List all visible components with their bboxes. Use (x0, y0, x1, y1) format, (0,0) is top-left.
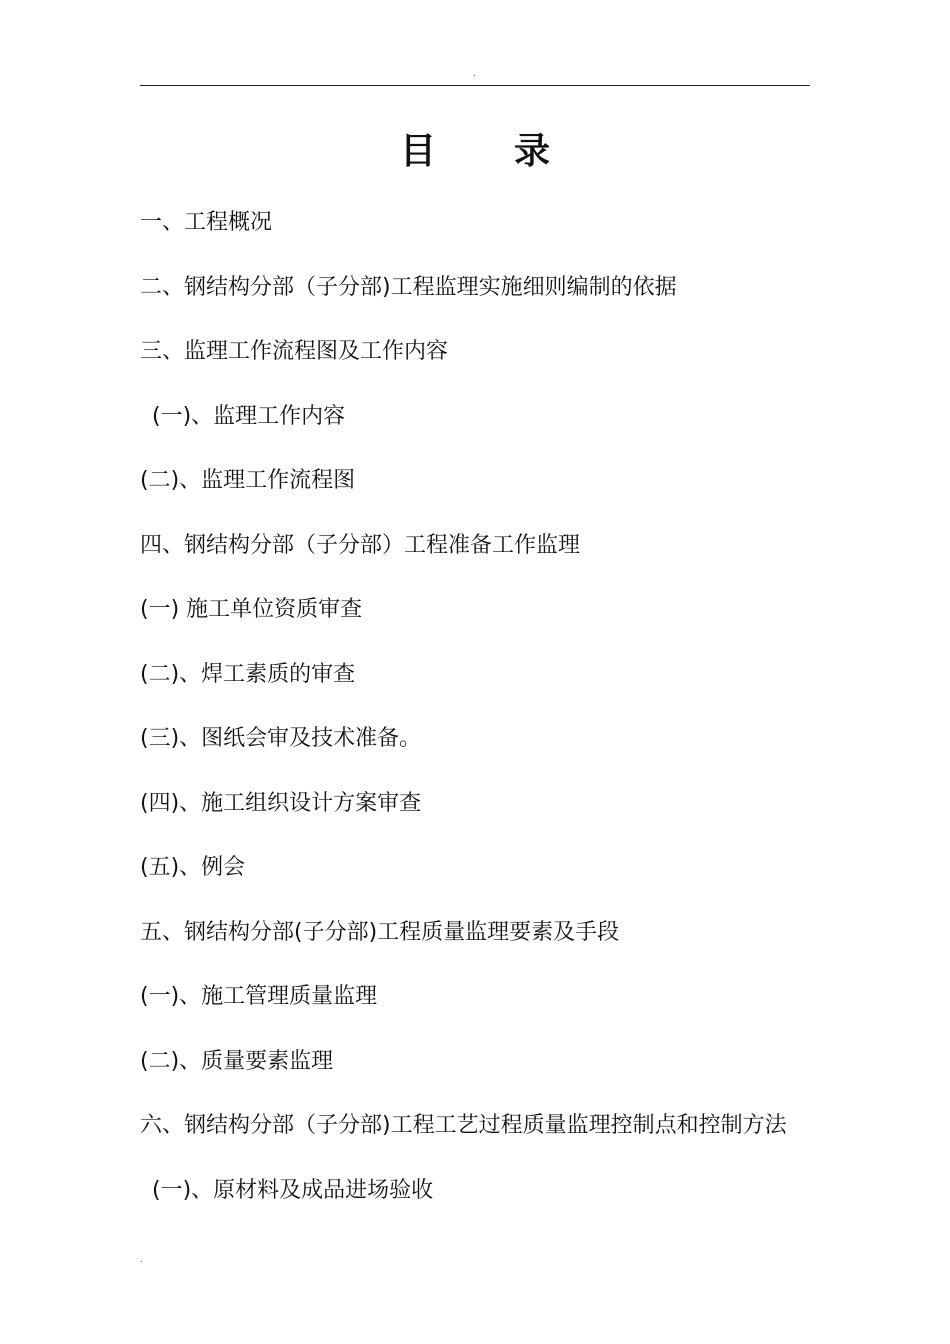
toc-entry[interactable]: 一、工程概况 (140, 210, 273, 235)
toc-entry[interactable]: (五)、例会 (140, 855, 246, 880)
header-dot: . (473, 69, 476, 78)
toc-entry[interactable]: (一)、原材料及成品进场验收 (152, 1177, 434, 1203)
toc-entry[interactable]: 二、钢结构分部（子分部)工程监理实施细则编制的依据 (140, 274, 677, 300)
toc-entry[interactable]: (一)、施工管理质量监理 (140, 984, 378, 1009)
toc-entry[interactable]: 三、监理工作流程图及工作内容 (140, 339, 449, 364)
table-of-contents (140, 205, 820, 1237)
toc-entry[interactable]: (二)、焊工素质的审查 (140, 661, 356, 687)
toc-entry[interactable]: (二)、质量要素监理 (140, 1048, 334, 1074)
toc-entry[interactable]: (一) 施工单位资质审查 (140, 597, 363, 622)
toc-entry[interactable]: (一)、监理工作内容 (152, 403, 346, 429)
footer-dot: . (140, 1255, 143, 1264)
toc-entry[interactable]: 四、钢结构分部（子分部）工程准备工作监理 (140, 532, 581, 558)
toc-entry[interactable]: (三)、图纸会审及技术准备。 (140, 726, 422, 751)
toc-entry[interactable]: (四)、施工组织设计方案审查 (140, 790, 422, 816)
header-rule (140, 85, 810, 86)
toc-entry[interactable]: (二)、监理工作流程图 (140, 468, 356, 493)
title-char-1: 目 (399, 131, 436, 172)
title-char-2: 录 (514, 131, 551, 172)
toc-entry[interactable]: 六、钢结构分部（子分部)工程工艺过程质量监理控制点和控制方法 (140, 1113, 787, 1138)
page-title (0, 128, 950, 176)
toc-entry[interactable]: 五、钢结构分部(子分部)工程质量监理要素及手段 (140, 919, 620, 945)
